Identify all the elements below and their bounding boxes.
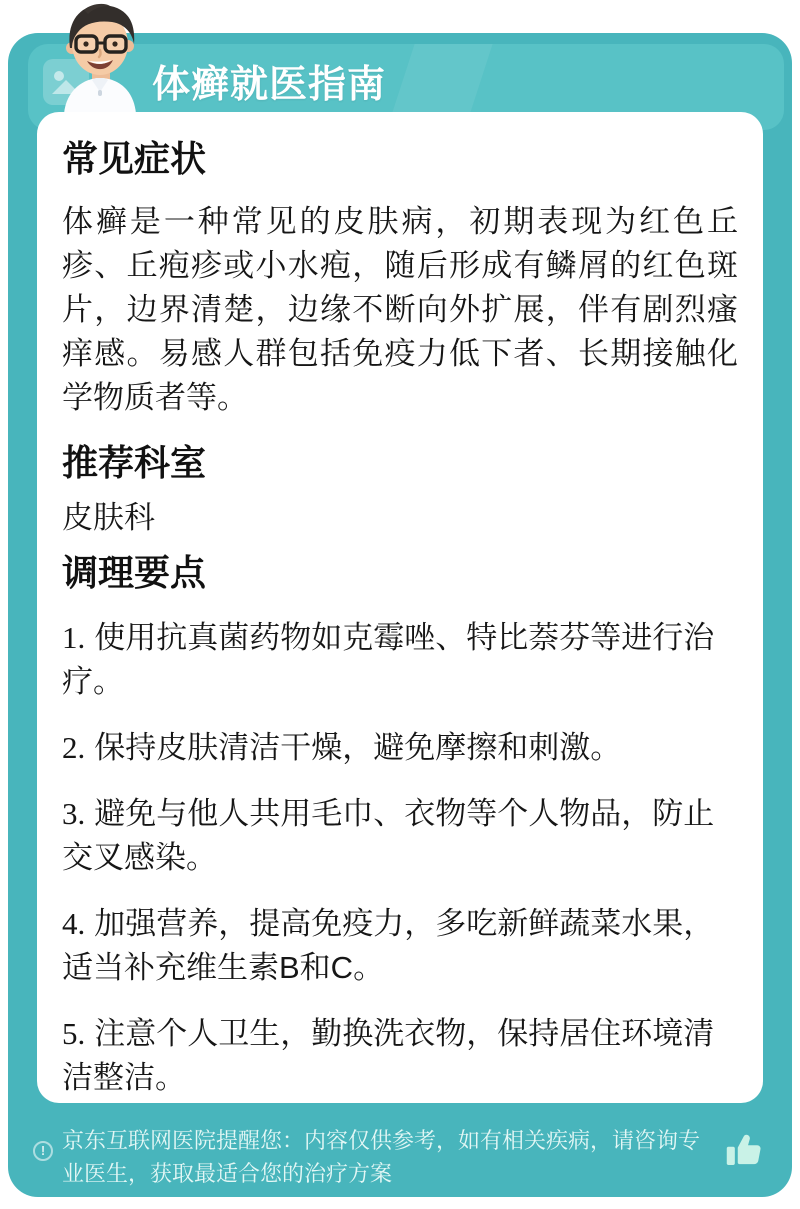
content-card [37, 112, 763, 1103]
care-point-item [62, 1012, 738, 1100]
item-number: 4. [62, 906, 86, 941]
care-point-item [62, 792, 738, 880]
care-point-item [62, 902, 738, 990]
care-point-item [62, 726, 738, 770]
care-point-item [62, 616, 738, 704]
item-number: 5. [62, 1016, 86, 1051]
item-text: 保持皮肤清洁干燥，避免摩擦和刺激。 [94, 730, 622, 765]
section-heading-symptoms: 常见症状 [62, 138, 207, 179]
item-number: 1. [62, 620, 86, 655]
item-text: 使用抗真菌药物如克霉唑、特比萘芬等进行治疗。 [62, 620, 715, 699]
item-number: 2. [62, 730, 86, 765]
symptoms-paragraph: 体癣是一种常见的皮肤病，初期表现为红色丘疹、丘疱疹或小水疱，随后形成有鳞屑的红色斑片，边界清楚，边缘不断向外扩展，伴有剧烈瘙痒感。易感人群包括免疫力低下者、长期接触化学物质者等。 [62, 204, 738, 415]
section-heading-department: 推荐科室 [62, 442, 207, 483]
item-text: 加强营养，提高免疫力，多吃新鲜蔬菜水果，适当补充维生素B和C。 [62, 906, 715, 985]
doctor-avatar [48, 2, 152, 112]
item-text: 注意个人卫生，勤换洗衣物，保持居住环境清洁整洁。 [62, 1016, 715, 1095]
disclaimer-text: 京东互联网医院提醒您：内容仅供参考，如有相关疾病，请咨询专业医生，获取最适合您的治疗方案 [62, 1128, 701, 1186]
thumbs-up-icon[interactable] [722, 1128, 766, 1172]
department-value: 皮肤科 [62, 500, 155, 535]
item-text: 避免与他人共用毛巾、衣物等个人物品，防止交叉感染。 [62, 796, 715, 875]
page-title: 体癣就医指南 [152, 64, 387, 106]
item-number: 3. [62, 796, 86, 831]
exclamation-circle-icon: ! [33, 1141, 53, 1161]
section-heading-care-points: 调理要点 [62, 552, 207, 593]
